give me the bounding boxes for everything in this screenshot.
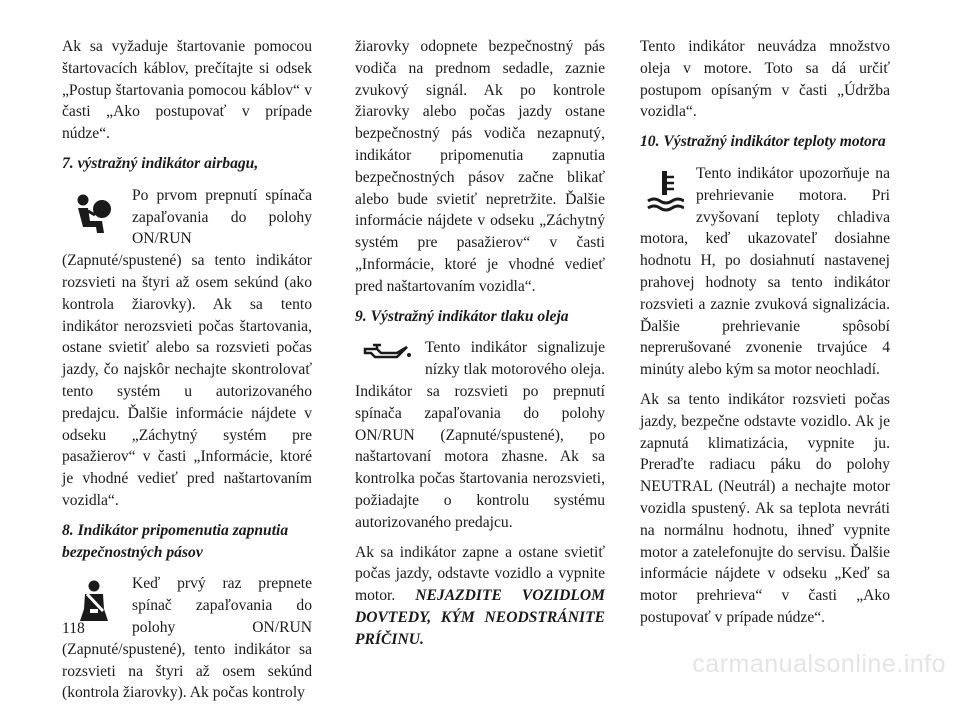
page-number: 118 xyxy=(62,620,85,637)
oil-pressure-icon xyxy=(361,341,413,363)
paragraph-seatbelt-continued: žiarovky odopnete bezpečnostný pás vodiča na prednom sedadle, zaznie zvukový signál. Ak po kontrole žiarovky alebo počas jazdy ostane bezpečnostný pás vodiča nezapnutý, indikátor pripomenutia zapnutia bezpečnostných pásov začne blikať alebo bude svietiť nepretržite. Ďalšie informácie nájdete v odseku „Záchytný systém pre pasažierov“ v časti „Informácie, ktoré je vhodné vedieť pred naštartovaním vozidla“. xyxy=(355,38,605,295)
airbag-text: Po prvom prepnutí spínača zapaľovania do polohy ON/RUN (Zapnuté/spustené) sa tento indikátor rozsvieti na štyri až osem sekúnd (ako kontrola žiarovky). Ak sa tento indikátor nerozsvieti počas štartovania, ostane svietiť alebo sa rozsvieti počas jazdy, čo najskôr nechajte skontrolovať tento systém u autorizovaného predajcu. Ďalšie informácie nájdete v odseku „Záchytný systém pre pasažierov“ v časti „Informácie, ktoré je vhodné vedieť pred naštartovaním vozidla“. xyxy=(62,186,312,509)
watermark: carmanualsonline.info xyxy=(692,650,946,678)
heading-oil-pressure: 9. Výstražný indikátor tlaku oleja xyxy=(355,307,569,325)
column-3 xyxy=(640,36,890,637)
heading-airbag-indicator: 7. výstražný indikátor airbagu, xyxy=(62,154,259,172)
paragraph-overheating-action: Ak sa tento indikátor rozsvieti počas jazdy, bezpečne odstavte vozidlo. Ak je zapnutá klimatizácia, vypnite ju. Preraďte radiacu páku do polohy NEUTRAL (Neutrál) a nechajte motor vozidla spustený. Ak sa teplota nevráti na normálnu hodnotu, ihneď vypnite motor a zatelefonujte do servisu. Ďalšie informácie nájdete v odseku „Keď sa motor prehrieva“ v časti „Ako postupovať v prípade núdze“. xyxy=(640,390,890,626)
column-1 xyxy=(62,36,312,712)
seatbelt-text: Keď prvý raz prepnete spínač zapaľovania do polohy ON/RUN (Zapnuté/spustené), tento indikátor sa rozsvieti na štyri až osem sekúnd (kontrola žiarovky). Ak počas kontroly xyxy=(62,575,312,702)
oil-warning-text: Ak sa indikátor zapne a ostane svietiť počas jazdy, odstavte vozidlo a vypnite motor. xyxy=(355,543,605,605)
paragraph-jump-start: Ak sa vyžaduje štartovanie pomocou štartovacích káblov, prečítajte si odsek „Postup štartovania pomocou káblov“ v časti „Ako postupovať v prípade núdze“. xyxy=(62,38,312,143)
paragraph-oil-level-note: Tento indikátor neuvádza množstvo oleja v motore. Toto sa dá určiť postupom opísaným v časti „Údržba vozidla“. xyxy=(640,38,890,121)
oil-pressure-text: Tento indikátor signalizuje nízky tlak motorového oleja. Indikátor sa rozsvieti po prepnutí spínača zapaľovania do polohy ON/RUN (Zapnuté/spustené), po naštartovaní motora zhasne. Ak sa kontrolka počas štartovania nerozsvieti, požiadajte o kontrolu systému autorizovaného predajcu. xyxy=(355,339,605,531)
paragraph-engine-temperature xyxy=(640,163,890,381)
paragraph-seatbelt xyxy=(62,573,312,704)
heading-engine-temperature: 10. Výstražný indikátor teploty motora xyxy=(640,133,886,151)
column-2 xyxy=(355,36,605,659)
engine-temperature-text: Tento indikátor upozorňuje na prehrievanie motora. Pri zvyšovaní teploty chladiva motora, keď ukazovateľ dosiahne hodnotu H, po dosiahnutí nastavenej prahovej hodnoty sa tento indikátor rozsvieti a zaznie zvuková signalizácia. Ďalšie prehrievanie spôsobí neprerušované zvonenie trvajúce 4 minúty alebo kým sa motor neochladí. xyxy=(640,164,890,379)
paragraph-oil-pressure xyxy=(355,337,605,533)
heading-seatbelt-reminder: 8. Indikátor pripomenutia zapnutia bezpečnostných pásov xyxy=(62,521,289,561)
seatbelt-reminder-icon xyxy=(68,579,120,623)
paragraph-airbag xyxy=(62,185,312,512)
paragraph-oil-warning xyxy=(355,542,605,651)
oil-warning-emphasis: NEJAZDITE VOZIDLOM DOVTEDY, KÝM NEODSTRÁNITE PRÍČINU. xyxy=(355,587,605,648)
coolant-temperature-icon xyxy=(646,169,684,213)
airbag-warning-icon xyxy=(68,191,120,235)
